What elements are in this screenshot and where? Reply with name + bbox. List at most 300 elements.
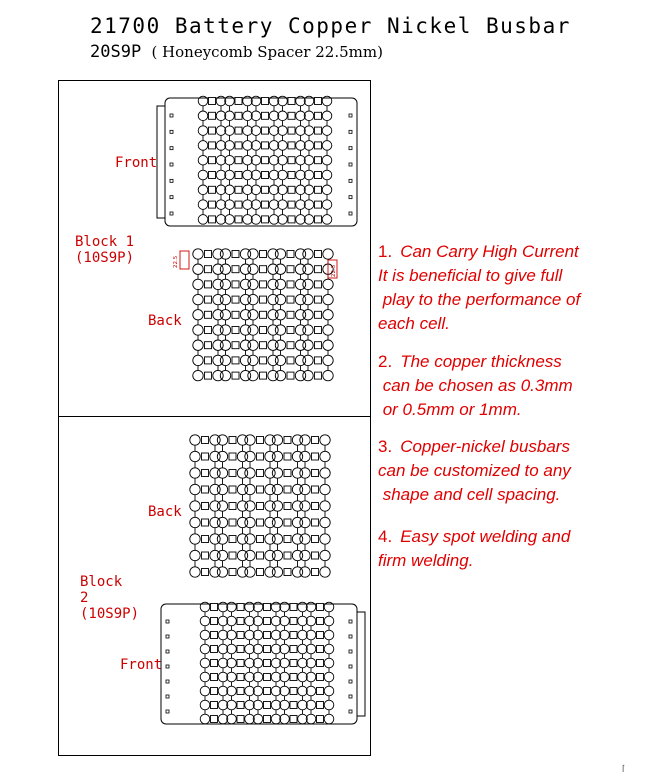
block2-front-plate-mount-hole: [349, 620, 352, 623]
block1-front-plate-weld-pad: [288, 112, 295, 119]
block2-label-name: Block: [80, 574, 123, 590]
dimension-label-right: 22.5: [331, 264, 337, 277]
block1-back-plate-node: [303, 355, 313, 365]
block2-front-plate-node: [324, 658, 334, 668]
block1-back-plate-weld-pad: [287, 327, 294, 334]
block2-back-plate-node: [300, 451, 310, 461]
block1-back-plate-node: [303, 325, 313, 335]
block1-back-plate-node: [248, 264, 258, 274]
block1-front-plate-mount-hole: [170, 212, 173, 215]
block2-front-plate-weld-pad: [317, 702, 324, 709]
block1-front-plate-weld-pad: [209, 127, 216, 134]
block1-front-plate-mount-hole: [349, 163, 352, 166]
block1-front-plate-weld-pad: [262, 142, 269, 149]
block2-front-plate-weld-pad: [317, 716, 324, 723]
block2-back-plate-weld-pad: [312, 470, 319, 477]
block1-front-label: Front: [115, 155, 158, 171]
block2-back-plate-weld-pad: [312, 503, 319, 510]
block2-front-plate-weld-pad: [317, 618, 324, 625]
block2-back-plate-node: [272, 451, 282, 461]
block1-back-plate-node: [323, 294, 333, 304]
block1-back-plate-weld-pad: [287, 266, 294, 273]
block2-back-plate-weld-pad: [229, 503, 236, 510]
block1-back-plate-weld-pad: [260, 372, 267, 379]
block1-back-plate-weld-pad: [315, 296, 322, 303]
block2-back-plate-weld-pad: [312, 437, 319, 444]
block2-back-plate-node: [272, 534, 282, 544]
block2-back-plate-node: [300, 484, 310, 494]
block2-front-plate-weld-pad: [317, 646, 324, 653]
block1-back-plate-node: [303, 340, 313, 350]
block2-back-plate-weld-pad: [284, 470, 291, 477]
block1-front-plate-node: [198, 200, 208, 210]
block1-back-plate-weld-pad: [287, 311, 294, 318]
block2-front-plate-weld-pad: [317, 660, 324, 667]
block1-back-plate-weld-pad: [232, 266, 239, 273]
block1-front-plate-node: [322, 126, 332, 136]
block1-back-plate-node: [193, 370, 203, 380]
block1-back-plate-node: [193, 325, 203, 335]
block2-front-plate-weld-pad: [211, 646, 218, 653]
block1-back-plate-node: [220, 370, 230, 380]
block2-front-plate-mount-hole: [166, 620, 169, 623]
block2-front-plate-weld-pad: [290, 632, 297, 639]
diagram-title: 21700 Battery Copper Nickel Busbar: [90, 14, 571, 38]
block2-front-plate-weld-pad: [264, 618, 271, 625]
block1-front-plate-weld-pad: [235, 186, 242, 193]
block1-back-plate-weld-pad: [315, 266, 322, 273]
block2-back-label: Back: [148, 504, 182, 520]
block1-front-plate-weld-pad: [315, 127, 322, 134]
block2-front-plate-node: [324, 644, 334, 654]
block2-front-plate-weld-pad: [237, 604, 244, 611]
block1-back-plate-node: [323, 279, 333, 289]
block2-back-plate-weld-pad: [312, 486, 319, 493]
block2-back-plate-weld-pad: [202, 536, 209, 543]
block2-back-plate-weld-pad: [229, 470, 236, 477]
note-2: 2. The copper thickness can be chosen as 0.3mm or 0.5mm or 1mm.: [378, 352, 573, 419]
block1-front-plate-weld-pad: [288, 157, 295, 164]
block1-back-plate-node: [275, 340, 285, 350]
block2-back-plate-weld-pad: [284, 503, 291, 510]
block1-back-plate-node: [220, 249, 230, 259]
block1-back-plate-node: [220, 279, 230, 289]
block1-back-plate-node: [275, 249, 285, 259]
block1-front-plate-node: [198, 185, 208, 195]
block2-back-plate-weld-pad: [257, 569, 264, 576]
block2-back-plate-node: [217, 435, 227, 445]
block1-back-plate-weld-pad: [260, 311, 267, 318]
block2-back-plate-node: [245, 517, 255, 527]
block2-back-plate-node: [245, 501, 255, 511]
block1-back-plate-weld-pad: [315, 342, 322, 349]
block2-front-plate-mount-hole: [166, 695, 169, 698]
block1-back-plate-weld-pad: [260, 281, 267, 288]
block1-back-plate-weld-pad: [232, 251, 239, 258]
block1-back-plate-node: [193, 249, 203, 259]
block1-label: [75, 234, 134, 266]
block2-front-plate-weld-pad: [290, 604, 297, 611]
block1-front-plate-node: [322, 155, 332, 165]
block2-back-plate-node: [320, 501, 330, 511]
block2-front-plate-node: [200, 658, 210, 668]
block2-front-plate-weld-pad: [237, 646, 244, 653]
block1-front-plate-node: [322, 200, 332, 210]
block2-back-plate-weld-pad: [257, 437, 264, 444]
block1-front-plate-weld-pad: [262, 172, 269, 179]
block2-back-plate-weld-pad: [202, 453, 209, 460]
dimension-box-left: [180, 251, 189, 269]
block1-front-plate-mount-hole: [170, 130, 173, 133]
block1-front-plate-weld-pad: [288, 216, 295, 223]
block1-back-plate-weld-pad: [287, 296, 294, 303]
block2-back-plate-node: [245, 550, 255, 560]
block1-front-plate-weld-pad: [315, 157, 322, 164]
block2-back-plate-weld-pad: [257, 536, 264, 543]
block2-front-plate-weld-pad: [211, 702, 218, 709]
block2-back-plate-node: [217, 468, 227, 478]
block1-back-plate-weld-pad: [205, 327, 212, 334]
block1-front-plate-weld-pad: [209, 98, 216, 105]
block2-back-plate-weld-pad: [257, 503, 264, 510]
block2-back-plate-node: [217, 550, 227, 560]
block1-label-name: Block 1: [75, 234, 135, 250]
block2-back-plate-weld-pad: [284, 569, 291, 576]
block2-front-plate-mount-hole: [349, 635, 352, 638]
block2-back-plate-node: [245, 451, 255, 461]
block1-front-plate-mount-hole: [349, 179, 352, 182]
block1-back-plate-weld-pad: [315, 251, 322, 258]
block2-back-plate-weld-pad: [257, 552, 264, 559]
block1-back-plate-weld-pad: [287, 281, 294, 288]
block1-back-plate-node: [193, 264, 203, 274]
block1-front-plate-mount-hole: [170, 163, 173, 166]
block1-back-plate-weld-pad: [205, 296, 212, 303]
block2-front-plate-weld-pad: [237, 632, 244, 639]
block2-front-plate-node: [324, 672, 334, 682]
block2-front-plate-weld-pad: [264, 646, 271, 653]
block1-back-plate-node: [220, 340, 230, 350]
block1-back-plate-node: [275, 355, 285, 365]
block2-front-plate-weld-pad: [317, 632, 324, 639]
block2-front-plate-node: [200, 686, 210, 696]
block1-front-plate-weld-pad: [209, 172, 216, 179]
block2-front-plate-tab: [357, 612, 365, 716]
block2-back-plate-node: [320, 567, 330, 577]
block2-front-plate-weld-pad: [264, 660, 271, 667]
block1-back-plate-weld-pad: [315, 311, 322, 318]
block2-back-plate-weld-pad: [312, 552, 319, 559]
block2-front-plate-node: [324, 686, 334, 696]
block2-back-plate-node: [320, 451, 330, 461]
block2-back-plate-weld-pad: [312, 569, 319, 576]
block2-back-plate-weld-pad: [257, 519, 264, 526]
block1-back-plate-weld-pad: [287, 342, 294, 349]
block1-back-plate-weld-pad: [232, 357, 239, 364]
block2-back-plate-node: [272, 567, 282, 577]
block2-front-plate-node: [324, 630, 334, 640]
block1-front-plate-node: [198, 111, 208, 121]
block1-back-plate-node: [323, 310, 333, 320]
block1-back-plate-node: [193, 340, 203, 350]
block2-front-plate-mount-hole: [166, 680, 169, 683]
block2-back-plate-node: [320, 550, 330, 560]
block1-back-plate-weld-pad: [232, 372, 239, 379]
block1-front-plate-node: [198, 215, 208, 225]
block1-back-plate-weld-pad: [260, 251, 267, 258]
block1-back-plate-weld-pad: [260, 342, 267, 349]
block2-back-plate-weld-pad: [284, 536, 291, 543]
block1-back-plate-node: [248, 370, 258, 380]
block2-front-plate-weld-pad: [290, 688, 297, 695]
block2-front-plate-weld-pad: [264, 674, 271, 681]
dimension-label-left: 22.5: [173, 255, 179, 268]
block1-back-plate-node: [323, 370, 333, 380]
block1-back-plate-node: [275, 279, 285, 289]
block1-front-plate-mount-hole: [349, 130, 352, 133]
block1-front-plate-node: [322, 170, 332, 180]
block2-back-plate-node: [272, 484, 282, 494]
block1-front-plate-weld-pad: [209, 216, 216, 223]
block2-back-plate-weld-pad: [202, 486, 209, 493]
block2-back-plate-weld-pad: [202, 470, 209, 477]
block2-back-plate-node: [217, 567, 227, 577]
block1-front-plate-weld-pad: [235, 172, 242, 179]
block2-front-plate-node: [324, 616, 334, 626]
block1-front-plate-weld-pad: [235, 142, 242, 149]
block1-back-plate-node: [248, 310, 258, 320]
block1-back-plate-weld-pad: [315, 281, 322, 288]
block1-front-plate-weld-pad: [209, 157, 216, 164]
block2-front-plate-weld-pad: [290, 646, 297, 653]
block1-back-plate-node: [303, 294, 313, 304]
block1-front-plate-weld-pad: [235, 112, 242, 119]
block2-front-plate-weld-pad: [317, 604, 324, 611]
block2-back-plate-node: [190, 484, 200, 494]
block2-back-plate-node: [320, 484, 330, 494]
block1-back-plate-node: [220, 355, 230, 365]
block2-back-plate-node: [190, 451, 200, 461]
block2-back-plate-node: [320, 468, 330, 478]
block1-front-plate-mount-hole: [349, 147, 352, 150]
block2-front-plate-weld-pad: [264, 688, 271, 695]
block1-back-plate-weld-pad: [287, 251, 294, 258]
block1-back-plate-node: [303, 310, 313, 320]
block2-front-plate-weld-pad: [290, 618, 297, 625]
block2-front-plate-weld-pad: [290, 674, 297, 681]
block1-back-plate-node: [248, 340, 258, 350]
block1-front-plate-weld-pad: [209, 186, 216, 193]
block1-back-plate-node: [303, 370, 313, 380]
block1-back-plate-weld-pad: [205, 372, 212, 379]
block1-front-plate-weld-pad: [235, 201, 242, 208]
block1-back-plate-weld-pad: [315, 357, 322, 364]
block1-front-plate-weld-pad: [315, 98, 322, 105]
block1-back-plate-node: [193, 294, 203, 304]
block2-back-plate-weld-pad: [257, 470, 264, 477]
block1-front-plate-weld-pad: [288, 142, 295, 149]
block2-front-plate-weld-pad: [264, 716, 271, 723]
block2-back-plate-node: [320, 517, 330, 527]
block2-back-plate-weld-pad: [202, 569, 209, 576]
block2-back-plate-node: [245, 567, 255, 577]
block1-front-plate-weld-pad: [262, 98, 269, 105]
block2-back-plate-node: [320, 435, 330, 445]
block2-back-plate-weld-pad: [284, 437, 291, 444]
block1-back-plate-weld-pad: [205, 342, 212, 349]
block1-front-plate-weld-pad: [315, 172, 322, 179]
block1-front-plate-weld-pad: [262, 112, 269, 119]
block1-front-plate-weld-pad: [288, 201, 295, 208]
block2-back-plate-weld-pad: [229, 569, 236, 576]
block1-back-plate-weld-pad: [205, 311, 212, 318]
block2-front-plate-weld-pad: [290, 716, 297, 723]
block2-back-plate-node: [190, 567, 200, 577]
block1-front-plate-weld-pad: [262, 157, 269, 164]
block1-front-plate-weld-pad: [288, 172, 295, 179]
block2-front-plate-weld-pad: [237, 716, 244, 723]
block1-back-plate-node: [323, 249, 333, 259]
block2-back-plate-weld-pad: [257, 453, 264, 460]
block1-front-plate-weld-pad: [235, 216, 242, 223]
block2-front-plate-weld-pad: [237, 688, 244, 695]
block2-front-plate-weld-pad: [237, 674, 244, 681]
block2-front-plate-mount-hole: [166, 665, 169, 668]
block2-front-plate-node: [200, 714, 210, 724]
block2-back-plate-node: [245, 468, 255, 478]
block1-label-config: (10S9P): [75, 250, 135, 266]
block2-back-plate-node: [300, 435, 310, 445]
block1-front-plate-weld-pad: [262, 127, 269, 134]
block2-front-plate-weld-pad: [264, 604, 271, 611]
block1-back-plate-node: [248, 294, 258, 304]
block1-back-plate-node: [303, 249, 313, 259]
block1-back-plate-weld-pad: [205, 251, 212, 258]
block1-front-plate-mount-hole: [170, 114, 173, 117]
block2-back-plate-node: [190, 435, 200, 445]
block1-front-plate-node: [322, 215, 332, 225]
block2-front-plate-mount-hole: [166, 635, 169, 638]
block2-back-plate-weld-pad: [312, 453, 319, 460]
block1-back-plate-node: [275, 325, 285, 335]
block1-back-plate-weld-pad: [260, 266, 267, 273]
block1-front-plate-weld-pad: [209, 201, 216, 208]
block1-back-plate-weld-pad: [232, 281, 239, 288]
note-1: 1. Can Carry High Current It is beneficial to give full play to the performance of each cell.: [378, 242, 581, 333]
block1-front-plate-weld-pad: [315, 216, 322, 223]
block2-front-plate-mount-hole: [166, 650, 169, 653]
block1-front-plate-weld-pad: [209, 112, 216, 119]
block2-front-label: Front: [120, 657, 163, 673]
block1-front-plate-node: [198, 155, 208, 165]
block1-back-plate-node: [220, 264, 230, 274]
block2-front-plate-weld-pad: [211, 604, 218, 611]
block2-back-plate-node: [272, 435, 282, 445]
block1-back-plate-node: [193, 310, 203, 320]
subtitle-config: 20S9P: [90, 42, 142, 62]
block1-front-plate-weld-pad: [315, 186, 322, 193]
block2-back-plate-node: [272, 550, 282, 560]
block1-back-plate-weld-pad: [205, 357, 212, 364]
block2-front-plate-weld-pad: [211, 674, 218, 681]
block2-back-plate-weld-pad: [312, 519, 319, 526]
block2-front-plate-node: [200, 644, 210, 654]
block2-back-plate-node: [190, 550, 200, 560]
block2-back-plate-node: [190, 517, 200, 527]
block2-front-plate-mount-hole: [166, 710, 169, 713]
block2-back-plate-weld-pad: [284, 552, 291, 559]
block1-back-plate-node: [248, 325, 258, 335]
block1-back-plate-node: [275, 310, 285, 320]
block2-front-plate-mount-hole: [349, 710, 352, 713]
block2-back-plate-node: [300, 550, 310, 560]
block2-front-plate-mount-hole: [349, 665, 352, 668]
block1-back-plate-weld-pad: [232, 327, 239, 334]
block1-front-plate-weld-pad: [315, 142, 322, 149]
block2-front-plate-weld-pad: [237, 660, 244, 667]
block1-back-plate-node: [193, 279, 203, 289]
block2-front-plate-node: [200, 630, 210, 640]
block2-back-plate-node: [217, 534, 227, 544]
block2-front-plate-weld-pad: [211, 618, 218, 625]
subtitle-spacer: ( Honeycomb Spacer 22.5mm): [151, 43, 383, 61]
block1-back-plate-node: [193, 355, 203, 365]
block1-back-plate-node: [220, 325, 230, 335]
block1-front-plate-mount-hole: [170, 147, 173, 150]
block1-back-plate-weld-pad: [260, 296, 267, 303]
block2-back-plate-weld-pad: [229, 519, 236, 526]
block2-front-plate-node: [324, 700, 334, 710]
block1-front-plate-weld-pad: [262, 186, 269, 193]
block2-back-plate-weld-pad: [202, 437, 209, 444]
block2-back-plate-node: [300, 517, 310, 527]
block1-back-plate-weld-pad: [287, 357, 294, 364]
block2-front-plate-weld-pad: [317, 688, 324, 695]
block2-front-plate-weld-pad: [290, 702, 297, 709]
block1-back-plate-node: [220, 310, 230, 320]
block2-front-plate-node: [200, 616, 210, 626]
block1-front-plate-mount-hole: [349, 212, 352, 215]
block2-front-plate-mount-hole: [349, 680, 352, 683]
block2-back-plate-weld-pad: [202, 552, 209, 559]
block1-front-plate-weld-pad: [235, 127, 242, 134]
block1-back-plate-node: [303, 279, 313, 289]
block2-back-plate-weld-pad: [312, 536, 319, 543]
block2-label: [80, 574, 139, 622]
block1-front-plate-mount-hole: [349, 196, 352, 199]
block2-front-plate-weld-pad: [237, 702, 244, 709]
block1-back-plate-node: [275, 370, 285, 380]
block1-back-plate-node: [248, 279, 258, 289]
block1-front-plate-node: [198, 126, 208, 136]
block2-back-plate-node: [190, 501, 200, 511]
block1-back-plate-node: [303, 264, 313, 274]
block1-front-plate-weld-pad: [235, 157, 242, 164]
block2-back-plate-weld-pad: [202, 503, 209, 510]
block2-front-plate-mount-hole: [349, 650, 352, 653]
block1-back-plate-weld-pad: [205, 281, 212, 288]
block2-front-plate-weld-pad: [290, 660, 297, 667]
block2-back-plate-weld-pad: [229, 536, 236, 543]
block2-back-plate-weld-pad: [229, 437, 236, 444]
block1-front-plate-node: [322, 185, 332, 195]
block1-back-plate-node: [275, 294, 285, 304]
block2-back-plate-weld-pad: [229, 552, 236, 559]
block2-front-plate-weld-pad: [211, 632, 218, 639]
block1-front-plate-node: [198, 170, 208, 180]
block2-back-plate-weld-pad: [229, 486, 236, 493]
block2-back-plate-node: [300, 468, 310, 478]
